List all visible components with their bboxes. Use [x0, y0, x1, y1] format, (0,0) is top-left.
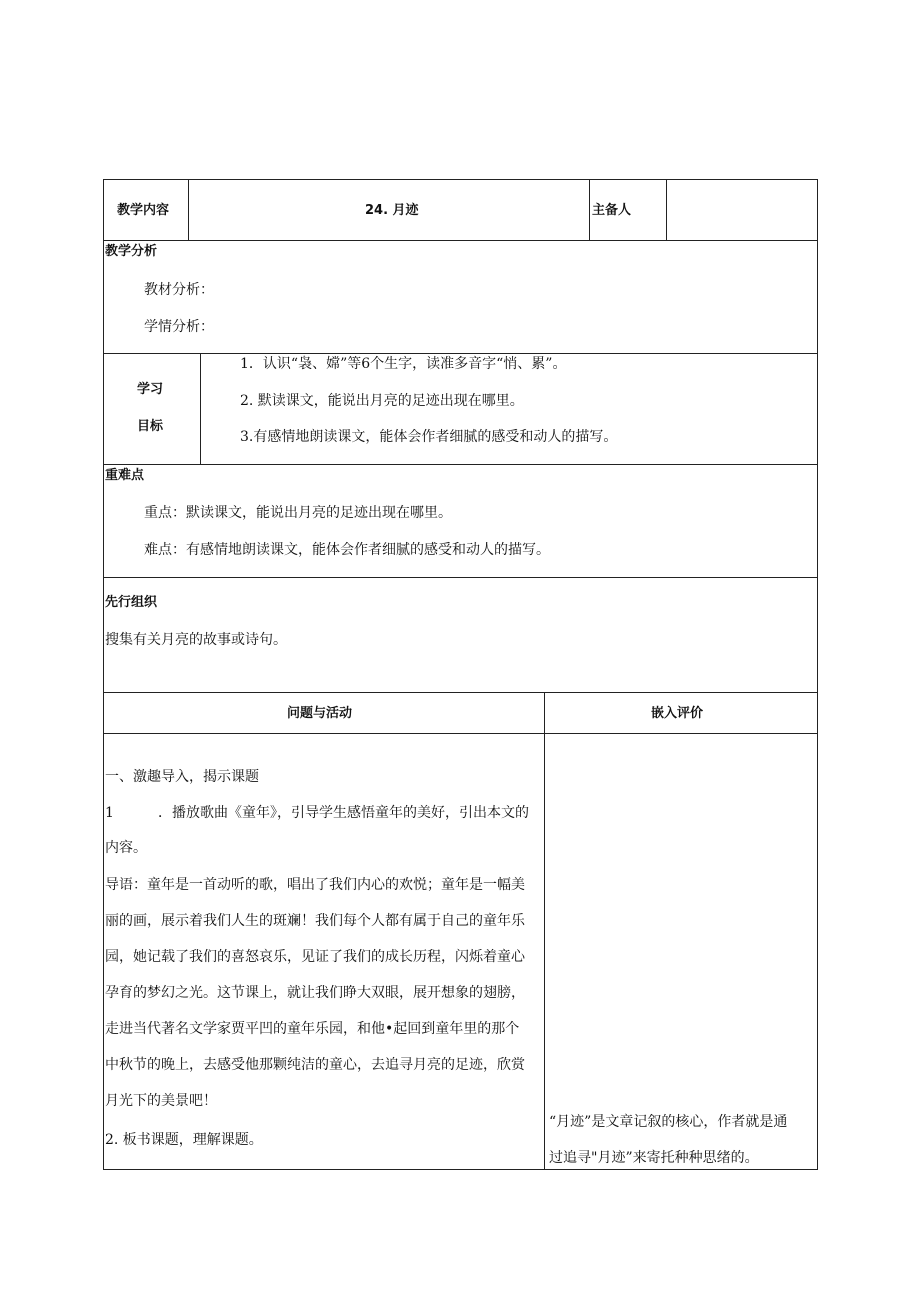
label-preparer: 主备人 [592, 203, 632, 218]
key-points-heading: 重难点 [105, 468, 145, 483]
objective-item-1: 1．认识“袅、嫦”等6个生字，读准多音字“悄、累”。 [240, 356, 567, 372]
objectives-label-line1: 学习 [137, 382, 164, 397]
evaluation-line-2: 过追寻"月迹”来寄托种种思绪的。 [549, 1150, 759, 1166]
activities-column-header: 问题与活动 [287, 706, 353, 721]
objectives-label-cell [103, 353, 201, 465]
textbook-analysis: 教材分析： [144, 282, 214, 298]
difficult-point-text: 难点：有感情地朗读课文，能体会作者细腻的感受和动人的描写。 [144, 542, 550, 558]
intro-line: 丽的画，展示着我们人生的斑斓！我们每个人都有属于自己的童年乐 [105, 913, 525, 929]
evaluation-column-header: 嵌入评价 [651, 706, 704, 721]
preorganizer-heading: 先行组织 [105, 595, 158, 610]
intro-line: 走进当代著名文学家贾平凹的童年乐园，和他•起回到童年里的那个 [105, 1021, 520, 1037]
intro-line: 中秋节的晚上，去感受他那颗纯洁的童心，去追寻月亮的足迹，欣赏 [105, 1057, 525, 1073]
intro-line: 月光下的美景吧！ [105, 1093, 217, 1109]
step1-number: 1 [105, 805, 114, 821]
section-title: 一、激趣导入，揭示课题 [105, 769, 259, 785]
objectives-label-line2: 目标 [137, 419, 164, 434]
header-preparer-value-cell [666, 179, 818, 241]
label-teaching-content: 教学内容 [117, 203, 170, 218]
step1-continuation: 内容。 [105, 840, 147, 856]
objective-item-3: 3.有感情地朗读课文，能体会作者细腻的感受和动人的描写。 [240, 429, 618, 445]
step2-text: 2. 板书课题，理解课题。 [105, 1132, 263, 1148]
preorganizer-text: 搜集有关月亮的故事或诗句。 [105, 632, 287, 648]
key-point-text: 重点：默读课文，能说出月亮的足迹出现在哪里。 [144, 505, 452, 521]
analysis-heading: 教学分析 [105, 244, 158, 259]
evaluation-content-cell [544, 733, 818, 1170]
objective-item-2: 2. 默读课文，能说出月亮的足迹出现在哪里。 [240, 393, 524, 409]
intro-line: 导语：童年是一首动听的歌，唱出了我们内心的欢悦；童年是一幅美 [105, 877, 525, 893]
intro-paragraph [105, 867, 525, 1119]
evaluation-line-1: “月迹”是文章记叙的核心，作者就是通 [549, 1114, 788, 1130]
student-analysis: 学情分析： [144, 319, 214, 335]
step1-text: ．播放歌曲《童年》，引导学生感悟童年的美好，引出本文的 [158, 805, 529, 821]
intro-line: 孕育的梦幻之光。这节课上，就让我们睁大双眼，展开想象的翅膀， [105, 985, 525, 1001]
lesson-title: 24. 月迹 [365, 203, 419, 218]
intro-line: 园，她记载了我们的喜怒哀乐，见证了我们的成长历程，闪烁着童心 [105, 949, 525, 965]
